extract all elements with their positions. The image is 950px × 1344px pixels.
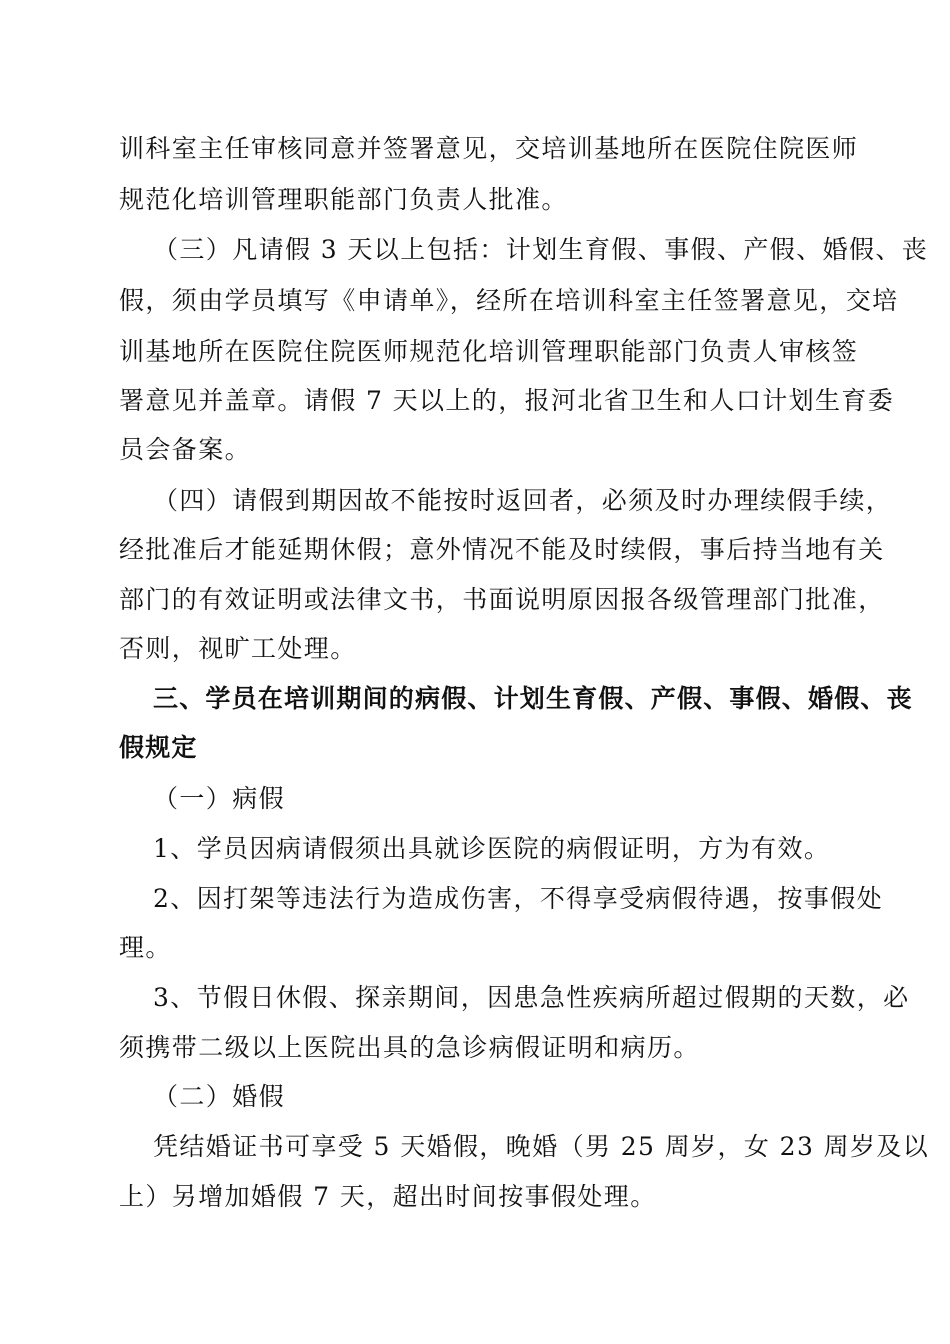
subheading-marriage-leave: （二）婚假: [153, 1082, 286, 1111]
text-line-7: 员会备案。: [119, 435, 252, 464]
text-line-3: （三）凡请假 3 天以上包括：计划生育假、事假、产假、婚假、丧: [153, 235, 929, 264]
text-line-17: 理。: [119, 933, 172, 962]
text-line-10: 部门的有效证明或法律文书，书面说明原因报各级管理部门批准，: [119, 585, 885, 614]
text-line-8: （四）请假到期因故不能按时返回者，必须及时办理续假手续，: [153, 486, 893, 515]
section-heading-line-2: 假规定: [119, 733, 198, 762]
text-line-9: 经批准后才能延期休假；意外情况不能及时续假，事后持当地有关: [119, 535, 885, 564]
text-line-4: 假，须由学员填写《申请单》，经所在培训科室主任签署意见，交培: [119, 286, 899, 315]
text-line-22: 上）另增加婚假 7 天，超出时间按事假处理。: [119, 1182, 657, 1211]
text-line-11: 否则，视旷工处理。: [119, 634, 357, 663]
section-heading-line-1: 三、学员在培训期间的病假、计划生育假、产假、事假、婚假、丧: [153, 684, 913, 713]
text-line-1: 训科室主任审核同意并签署意见，交培训基地所在医院住院医师: [119, 134, 859, 163]
text-line-21: 凭结婚证书可享受 5 天婚假，晚婚（男 25 周岁，女 23 周岁及以: [153, 1132, 930, 1161]
text-line-15: 1、学员因病请假须出具就诊医院的病假证明，方为有效。: [153, 834, 831, 863]
text-line-18: 3、节假日休假、探亲期间，因患急性疾病所超过假期的天数，必: [153, 983, 910, 1012]
text-line-6: 署意见并盖章。请假 7 天以上的，报河北省卫生和人口计划生育委: [119, 386, 895, 415]
text-line-2: 规范化培训管理职能部门负责人批准。: [119, 185, 568, 214]
subheading-sick-leave: （一）病假: [153, 784, 286, 813]
text-line-5: 训基地所在医院住院医师规范化培训管理职能部门负责人审核签: [119, 337, 859, 366]
text-line-19: 须携带二级以上医院出具的急诊病假证明和病历。: [119, 1033, 700, 1062]
text-line-16: 2、因打架等违法行为造成伤害，不得享受病假待遇，按事假处: [153, 884, 884, 913]
